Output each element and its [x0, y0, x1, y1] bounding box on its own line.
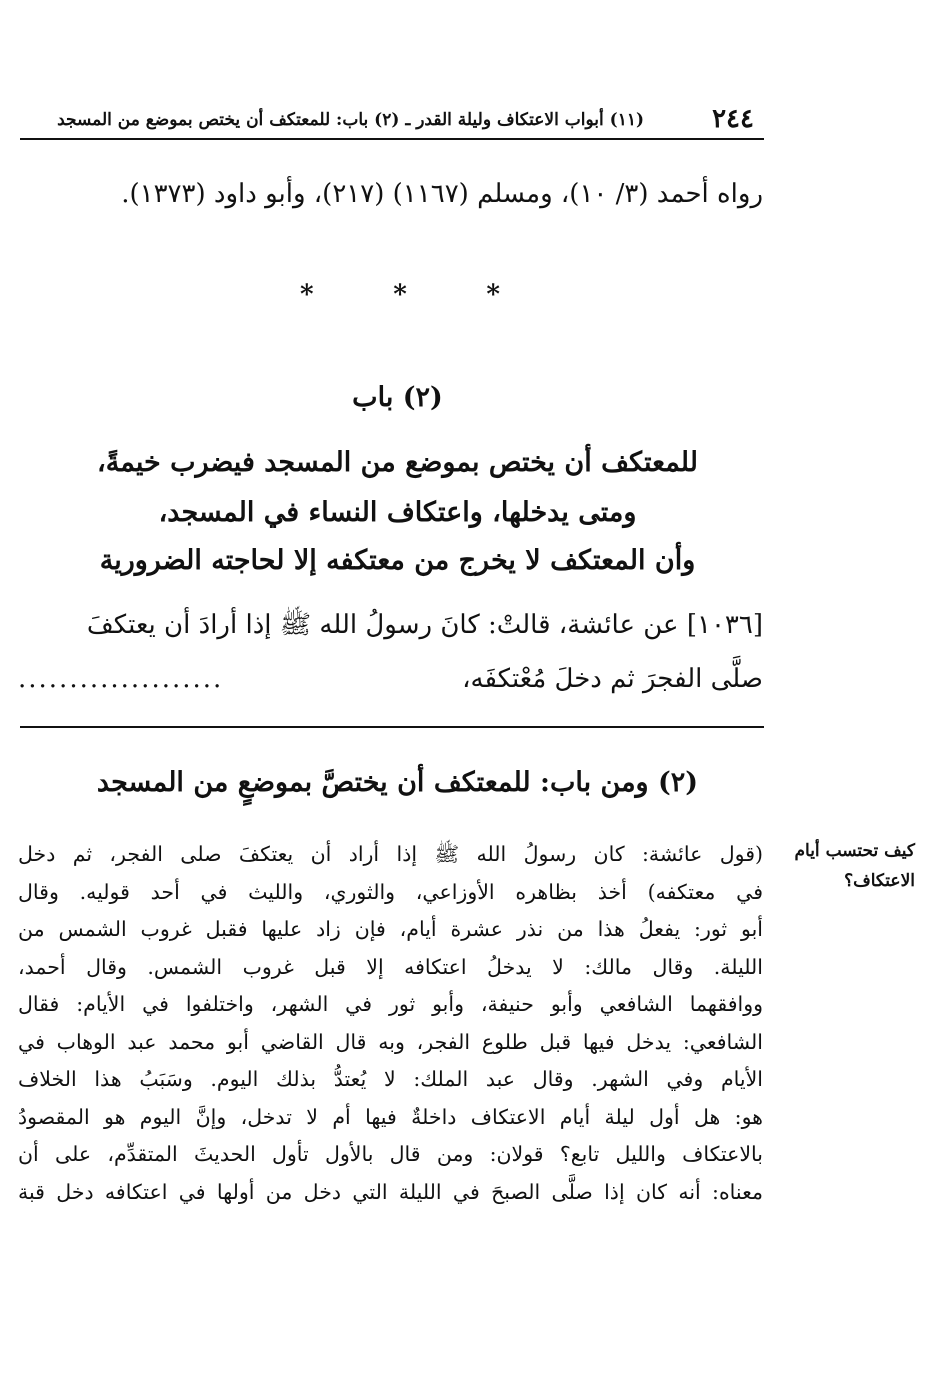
separator-star: * — [393, 280, 407, 310]
hadith-line-text: صلَّى الفجرَ ثم دخلَ مُعْتكفَه، — [462, 664, 763, 694]
header-rule — [20, 138, 764, 140]
chapter-number: (٢) باب — [352, 382, 443, 413]
hadith-line: [١٠٣٦] عن عائشة، قالتْ: كانَ رسولُ الله ﷺ إذا أرادَ أن يعتكفَ — [86, 610, 763, 640]
running-head: (١١) أبواب الاعتكاف وليلة القدر ـ (٢) باب: للمعتكف أن يختص بموضع من المسجد — [57, 110, 644, 130]
hadith-citation: رواه أحمد (٣/ ١٠)، ومسلم (١١٦٧) (٢١٧)، وأبو داود (١٣٧٣). — [121, 179, 763, 209]
chapter-heading-line: وأن المعتكف لا يخرج من معتكفه إلا لحاجته الضرورية — [99, 545, 696, 576]
page-number: ٢٤٤ — [712, 104, 754, 134]
section-separator — [300, 280, 500, 310]
chapter-heading-line: ومتى يدخلها، واعتكاف النساء في المسجد، — [158, 497, 637, 528]
margin-note: كيف تحتسب أيام الاعتكاف؟ — [794, 841, 915, 891]
hadith-text — [18, 598, 763, 706]
commentary-title: (٢) ومن باب: للمعتكف أن يختصَّ بموضعٍ من المسجد — [96, 767, 699, 798]
commentary-body — [18, 836, 763, 1211]
separator-star: * — [486, 280, 500, 310]
commentary-line: هو: هل أول ليلة أيام الاعتكاف داخلةٌ فيها أم لا تدخل، وإنَّ اليوم هو المقصودُ — [18, 1104, 763, 1129]
commentary-line: ووافقهما الشافعي وأبو حنيفة، وأبو ثور في الشهر، واختلفوا في الأيام: فقال — [18, 992, 763, 1016]
separator-star: * — [300, 280, 314, 310]
page-header — [57, 104, 762, 134]
footnote-divider — [20, 726, 764, 728]
ellipsis: .................... — [18, 664, 224, 694]
chapter-heading-line: للمعتكف أن يختص بموضع من المسجد فيضرب خيمةً، — [97, 447, 698, 478]
commentary-line: في معتكفه) أخذ بظاهره الأوزاعي، والثوري، والليث في أحد قوليه. وقال — [18, 879, 763, 904]
commentary-line: الشافعي: يدخل فيها قبل طلوع الفجر، وبه قال القاضي أبو محمد عبد الوهاب في — [18, 1029, 763, 1054]
hadith-line — [18, 652, 763, 706]
commentary-line: (قول عائشة: كان رسولُ الله ﷺ إذا أراد أن يعتكفَ صلى الفجر، ثم دخل — [18, 842, 763, 866]
commentary-line: بالاعتكاف والليل تابع؟ قولان: ومن قال بالأول تأول الحديثَ المتقدِّم، على أن — [18, 1142, 763, 1166]
commentary-line: أبو ثور: يفعلُ هذا من نذر عشرة أيام، فإن زاد عليها فقبل غروب الشمس من — [18, 917, 763, 941]
commentary-line: معناه: أنه كان إذا صلَّى الصبحَ في الليلة التي دخل من أولها في اعتكافه دخل قبة — [18, 1179, 763, 1204]
commentary-line: الليلة. وقال مالك: لا يدخلُ اعتكافه إلا قبل غروب الشمس. وقال أحمد، — [18, 954, 763, 979]
commentary-line: الأيام وفي الشهر. وقال عبد الملك: لا يُعتدُّ بذلك اليوم. وسَبَبُ هذا الخلاف — [18, 1067, 763, 1091]
